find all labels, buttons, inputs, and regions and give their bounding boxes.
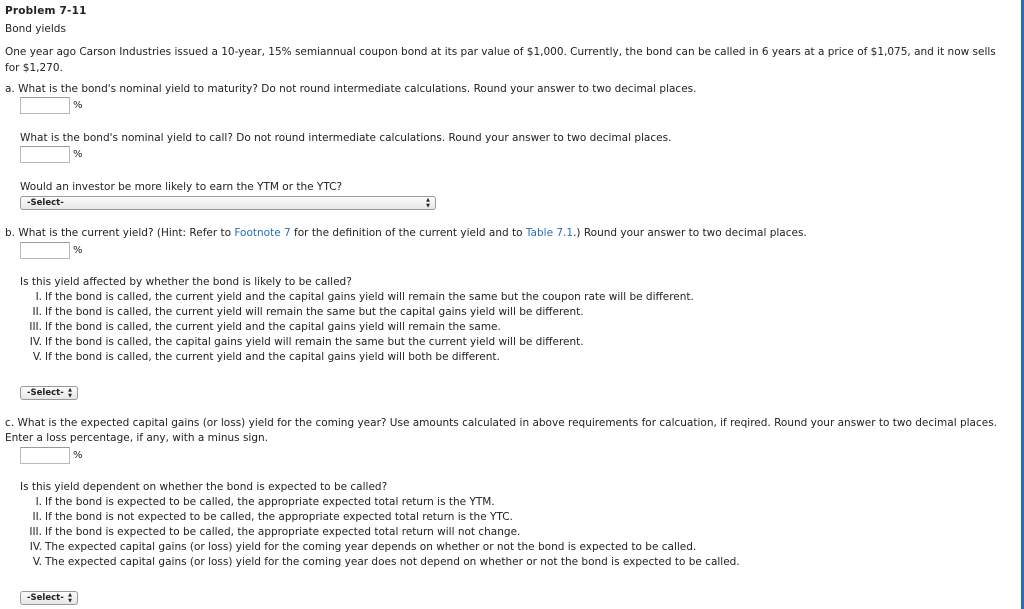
- select-arrows-icon: ▲ ▼: [68, 387, 72, 399]
- ytm-input[interactable]: [20, 97, 70, 114]
- percent-label: %: [73, 100, 83, 111]
- select-value: -Select-: [27, 593, 64, 603]
- part-c-options: [20, 495, 1010, 570]
- question-b-current-yield: [5, 226, 1017, 241]
- option-item: II. If the bond is not expected to be called, the appropriate expected total return is the YTC.: [32, 511, 513, 523]
- current-yield-input[interactable]: [20, 242, 70, 259]
- option-item: III. If the bond is expected to be called, the appropriate expected total return will not change.: [29, 526, 521, 538]
- capital-gains-input[interactable]: [20, 447, 70, 464]
- part-b-options: [20, 290, 1010, 365]
- option-item: V. The expected capital gains (or loss) yield for the coming year does not depend on whether or not the bond is expected to be called.: [32, 556, 740, 568]
- select-value: -Select-: [27, 388, 64, 398]
- select-value: -Select-: [27, 198, 64, 208]
- ytm-ytc-select[interactable]: [20, 196, 436, 210]
- option-item: IV. The expected capital gains (or loss) yield for the coming year depends on whether or not the bond is expected to be called.: [29, 541, 697, 553]
- part-b-select[interactable]: [20, 386, 78, 400]
- option-item: I. If the bond is called, the current yield and the capital gains yield will remain the same but the coupon rate will be different.: [35, 291, 694, 303]
- percent-label: %: [73, 149, 83, 160]
- capital-gains-answer-row: [20, 447, 83, 465]
- current-yield-answer-row: [20, 242, 83, 260]
- question-b-text-1: b. What is the current yield? (Hint: Refer to: [5, 227, 235, 239]
- ytc-answer-row: [20, 146, 83, 164]
- problem-subtitle: Bond yields: [5, 23, 66, 35]
- percent-label: %: [73, 245, 83, 256]
- question-b-text-3: .) Round your answer to two decimal places.: [573, 227, 807, 239]
- question-c-capital-gains: c. What is the expected capital gains (or loss) yield for the coming year? Use amounts calculated in above requirements for calcuation, if reqired. Round your answer to two decimal places. Enter a loss percentage, if any, with a minus sign.: [5, 417, 998, 444]
- option-item: I. If the bond is expected to be called, the appropriate expected total return is the YTM.: [35, 496, 495, 508]
- ytc-input[interactable]: [20, 146, 70, 163]
- part-c-select[interactable]: [20, 591, 78, 605]
- question-b-text-2: for the definition of the current yield and to: [290, 227, 526, 239]
- footnote-7-link[interactable]: Footnote 7: [234, 227, 291, 239]
- option-item: V. If the bond is called, the current yield and the capital gains yield will both be different.: [32, 351, 500, 363]
- option-item: III. If the bond is called, the current yield and the capital gains yield will remain the same.: [29, 321, 501, 333]
- question-b-affected: Is this yield affected by whether the bond is likely to be called?: [20, 276, 352, 288]
- select-arrows-icon: ▲ ▼: [426, 197, 430, 209]
- problem-intro: One year ago Carson Industries issued a 10-year, 15% semiannual coupon bond at its par value of $1,000. Currently, the bond can be called in 6 years at a price of $1,075, and it now sells for $1,270.: [5, 46, 996, 74]
- problem-title: Problem 7-11: [5, 5, 87, 17]
- question-a-ytm-or-ytc: Would an investor be more likely to earn the YTM or the YTC?: [20, 181, 343, 193]
- question-a-ytc: What is the bond's nominal yield to call? Do not round intermediate calculations. Round your answer to two decimal places.: [20, 132, 672, 144]
- question-c-dependent: Is this yield dependent on whether the bond is expected to be called?: [20, 481, 388, 493]
- ytm-answer-row: [20, 97, 83, 115]
- select-arrows-icon: ▲ ▼: [68, 592, 72, 604]
- question-a-ytm: a. What is the bond's nominal yield to maturity? Do not round intermediate calculations. Round your answer to two decimal places.: [5, 83, 697, 95]
- table-7-1-link[interactable]: Table 7.1: [525, 227, 574, 239]
- option-item: II. If the bond is called, the current yield will remain the same but the capital gains yield will be different.: [32, 306, 584, 318]
- option-item: IV. If the bond is called, the capital gains yield will remain the same but the current yield will be different.: [29, 336, 584, 348]
- percent-label: %: [73, 450, 83, 461]
